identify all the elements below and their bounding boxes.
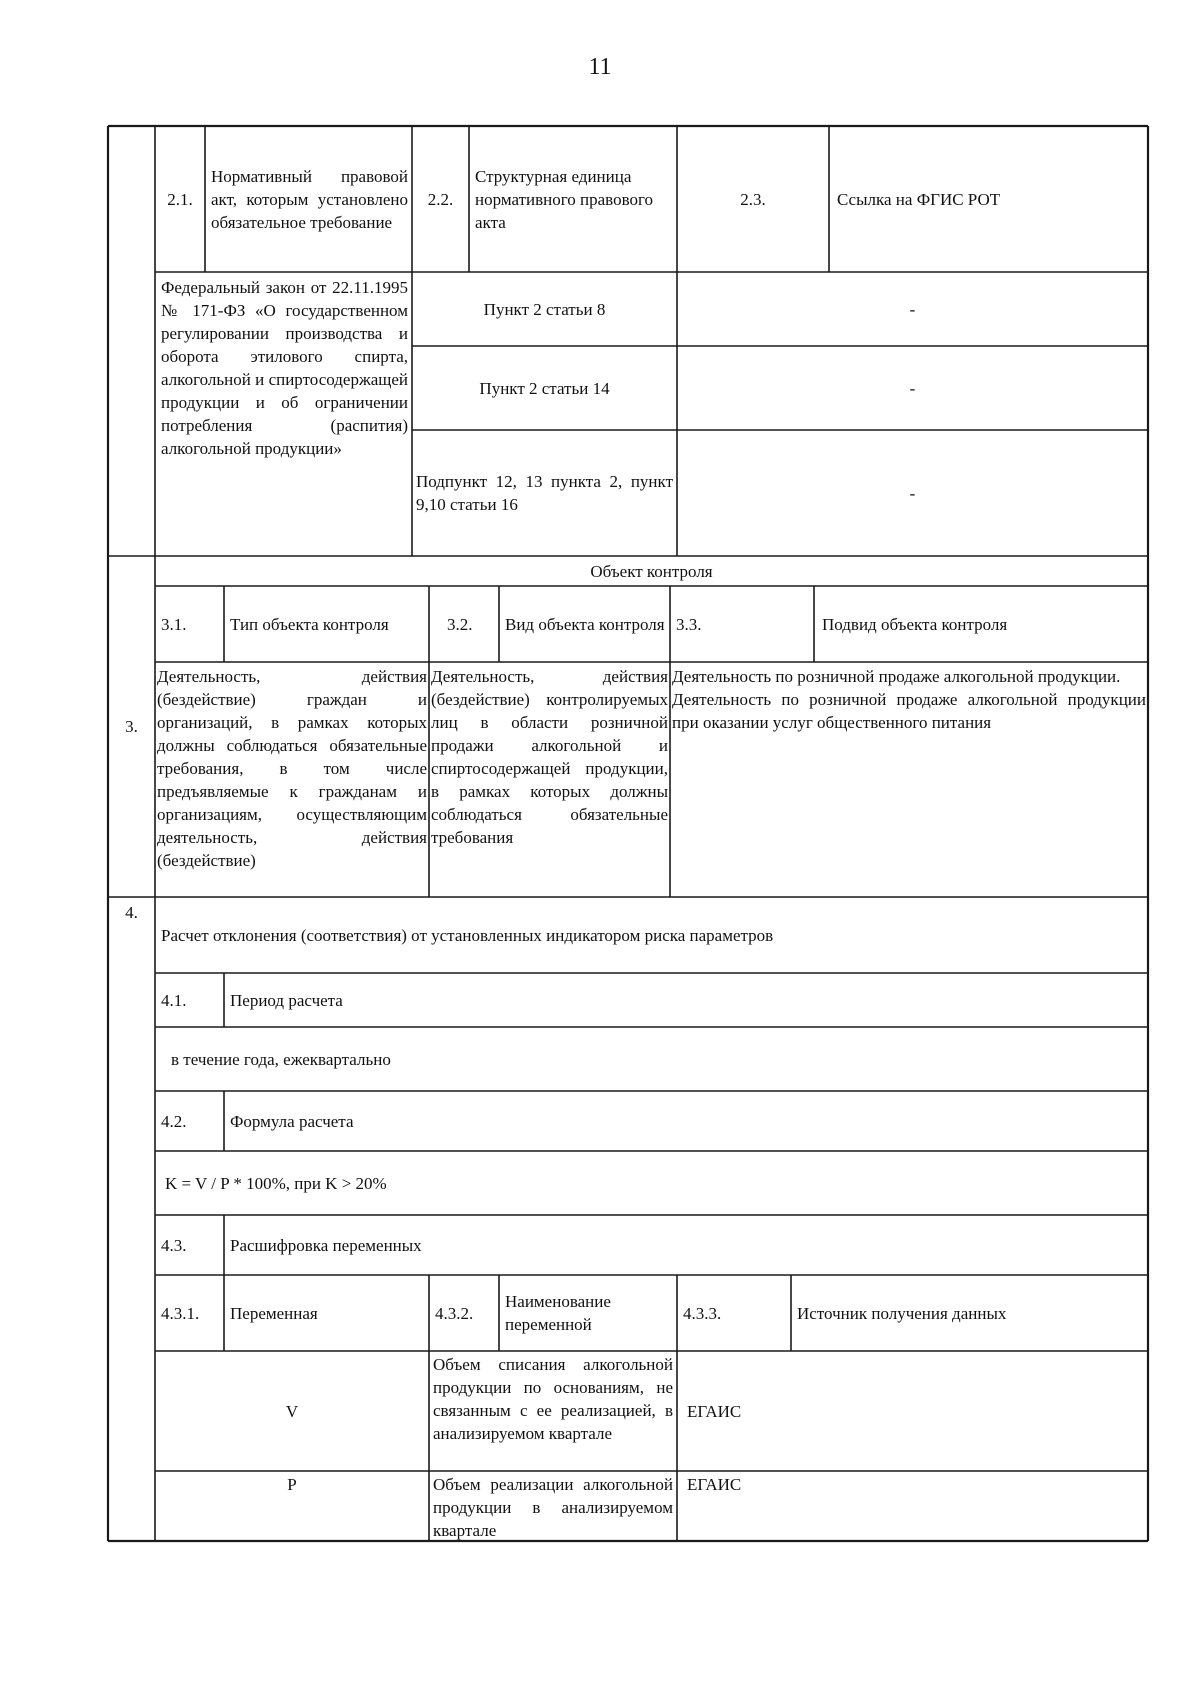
object-subtype-line-2: Деятельность по розничной продаже алкогольной продукции при оказании услуг общественного питания: [672, 690, 1146, 732]
num-2-1: 2.1.: [167, 189, 193, 209]
link-row-1: -: [909, 299, 916, 319]
formula: K = V / P * 100%, при K > 20%: [165, 1173, 387, 1193]
variable-v-name: Объем списания алкогольной продукции по основаниям, не связанным с ее реализацией, в анализируемом квартале: [433, 1355, 673, 1443]
label-2-1: [205, 126, 412, 272]
num-3-2: 3.2.: [447, 614, 473, 634]
unit-row-2: Пункт 2 статьи 14: [479, 378, 610, 398]
label-3-2: [499, 586, 670, 662]
num-3-1: 3.1.: [161, 614, 187, 634]
label-4-2: Формула расчета: [230, 1111, 354, 1131]
unit-row-1: Пункт 2 статьи 8: [483, 299, 606, 319]
num-4-3: 4.3.: [161, 1235, 187, 1255]
label-2-2: [469, 126, 677, 272]
label-2-2-text: Структурная единица нормативного правового акта: [475, 166, 654, 232]
variable-v-source: ЕГАИС: [687, 1401, 742, 1421]
num-4-3-1: 4.3.1.: [161, 1303, 200, 1323]
label-4-3-3: Источник получения данных: [797, 1303, 1007, 1323]
label-3-2-text: Вид объекта контроля: [505, 614, 665, 634]
variable-p-source: ЕГАИС: [687, 1475, 742, 1494]
num-2-2: 2.2.: [427, 189, 454, 209]
num-4-2: 4.2.: [161, 1111, 187, 1131]
section-4-title: Расчет отклонения (соответствия) от установленных индикатором риска параметров: [161, 925, 774, 945]
label-4-3-1: Переменная: [230, 1303, 318, 1323]
variable-p-name: Объем реализации алкогольной продукции в анализируемом квартале: [433, 1475, 673, 1540]
section-3-title: Объект контроля: [590, 561, 713, 581]
link-row-2: -: [909, 378, 916, 398]
link-row-3: -: [909, 483, 916, 503]
section-3-number: 3.: [125, 717, 138, 736]
section-4-number: 4.: [125, 903, 138, 922]
period-value: в течение года, ежеквартально: [171, 1049, 391, 1069]
num-2-3: 2.3.: [740, 189, 766, 209]
label-4-3: Расшифровка переменных: [230, 1235, 422, 1255]
object-subtype: [670, 665, 1148, 897]
variable-v: V: [285, 1401, 299, 1421]
label-4-1: Период расчета: [230, 990, 343, 1010]
label-3-1: Тип объекта контроля: [230, 614, 389, 634]
num-3-3: 3.3.: [676, 614, 702, 634]
num-4-1: 4.1.: [161, 990, 187, 1010]
label-3-3: Подвид объекта контроля: [822, 614, 1008, 634]
page-number: 11: [588, 54, 612, 80]
num-4-3-3: 4.3.3.: [683, 1303, 722, 1323]
object-type-text: Деятельность, действия (бездействие) граждан и организаций, в рамках которых должны соблюдаться обязательные требования, в том числе предъявляемые к гражданам и организациям, осуществляющим деятельность, действия (бездействие): [157, 667, 427, 870]
unit-row-3-text: Подпункт 12, 13 пункта 2, пункт 9,10 статьи 16: [416, 472, 673, 514]
label-2-1-text: Нормативный правовой акт, которым установлено обязательное требование: [211, 166, 408, 232]
unit-row-3: [412, 430, 677, 556]
object-subtype-line-1: Деятельность по розничной продаже алкогольной продукции.: [672, 667, 1121, 686]
variable-p: P: [287, 1475, 297, 1494]
num-4-3-2: 4.3.2.: [435, 1303, 474, 1323]
label-2-3-text: Ссылка на ФГИС РОТ: [837, 189, 1001, 209]
object-kind-text: Деятельность, действия (бездействие) контролируемых лиц в области розничной продажи алкогольной и спиртосодержащей продукции, в рамках которых должны соблюдаться обязательные требования: [431, 667, 668, 847]
law-text: Федеральный закон от 22.11.1995 № 171-ФЗ «О государственном регулировании производства и оборота этилового спирта, алкогольной и спиртосодержащей продукции и об ограничении потребления (распития) алкогольной продукции»: [161, 278, 408, 458]
label-2-3: [829, 126, 1148, 272]
label-4-3-2: Наименование переменной: [505, 1292, 611, 1334]
